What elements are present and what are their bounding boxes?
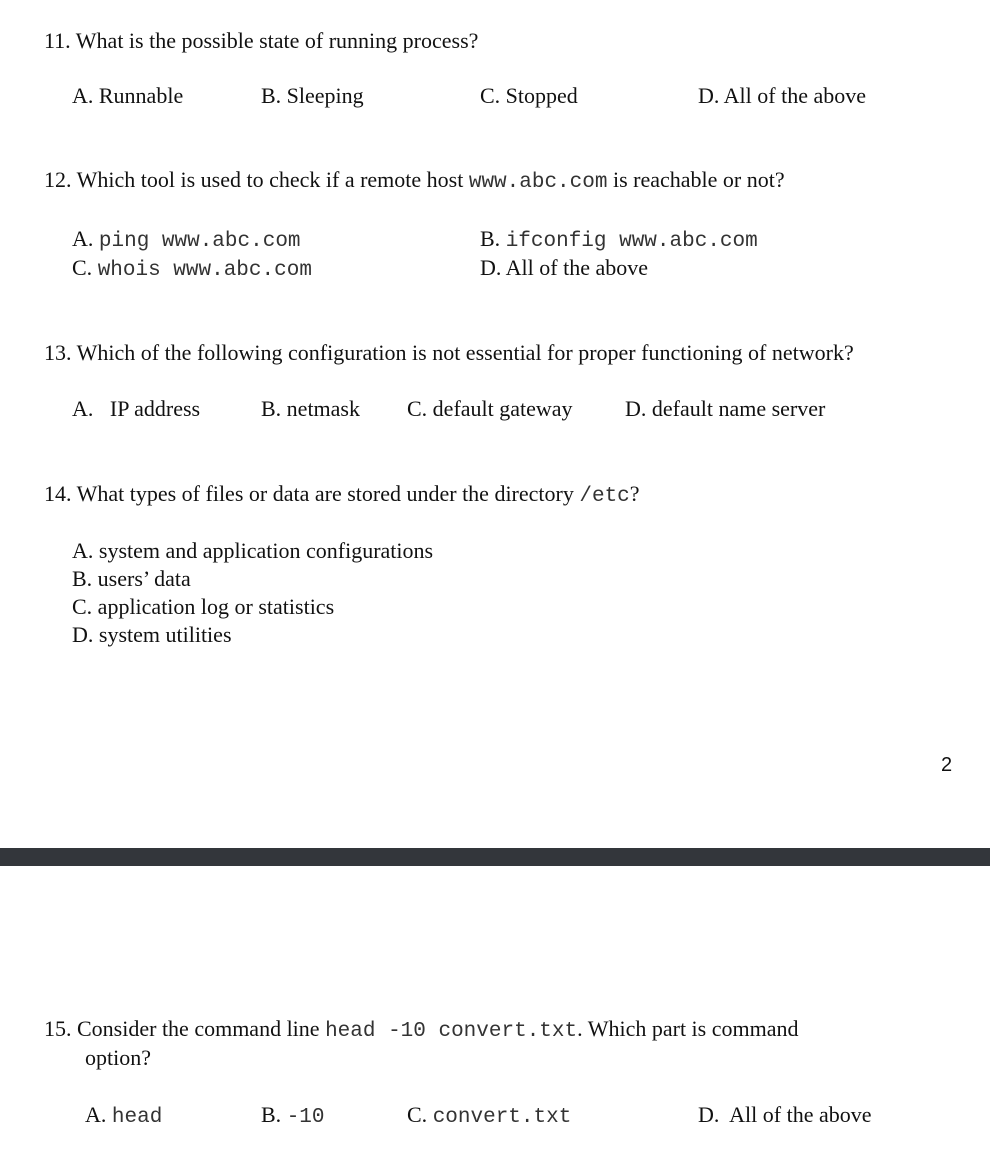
question-15-line2: option? bbox=[85, 1045, 151, 1070]
q12-option-d: D. All of the above bbox=[480, 255, 649, 280]
q15-option-b bbox=[261, 1104, 325, 1128]
q12-option-b-code: ifconfig www.abc.com bbox=[505, 230, 758, 253]
q13-option-a: A. IP address bbox=[72, 396, 201, 421]
q15-text-after: . Which part is command bbox=[577, 1016, 799, 1041]
q15-code-command: head -10 convert.txt bbox=[325, 1020, 578, 1043]
q11-option-a: A. Runnable bbox=[72, 83, 184, 108]
q15-option-b-label: B. bbox=[261, 1102, 287, 1127]
q12-text-after: is reachable or not? bbox=[607, 167, 785, 192]
q12-option-a bbox=[72, 228, 301, 252]
q15-option-a bbox=[85, 1104, 162, 1128]
q14-text-before: 14. What types of files or data are stored under the directory bbox=[44, 481, 580, 506]
q13-option-c: C. default gateway bbox=[407, 396, 573, 421]
question-15 bbox=[44, 1018, 798, 1042]
q12-code-host: www.abc.com bbox=[468, 171, 608, 194]
q11-option-d: D. All of the above bbox=[698, 83, 867, 108]
question-11: 11. What is the possible state of running process? bbox=[44, 28, 479, 53]
q15-option-c-label: C. bbox=[407, 1102, 433, 1127]
q14-option-c: C. application log or statistics bbox=[72, 594, 335, 619]
question-14 bbox=[44, 483, 640, 507]
page-divider bbox=[0, 848, 990, 866]
q15-option-a-code: head bbox=[111, 1106, 163, 1129]
q12-text-before: 12. Which tool is used to check if a remote host bbox=[44, 167, 469, 192]
q12-option-b bbox=[480, 228, 758, 252]
q12-option-c bbox=[72, 257, 312, 281]
q14-text-after: ? bbox=[629, 481, 640, 506]
q15-option-c-code: convert.txt bbox=[432, 1106, 572, 1129]
q15-option-b-code: -10 bbox=[286, 1106, 325, 1129]
q13-option-b: B. netmask bbox=[261, 396, 360, 421]
q14-option-d: D. system utilities bbox=[72, 622, 232, 647]
q15-option-d: D. All of the above bbox=[698, 1102, 872, 1127]
q12-option-a-code: ping www.abc.com bbox=[98, 230, 301, 253]
q12-option-a-label: A. bbox=[72, 226, 99, 251]
q12-option-c-label: C. bbox=[72, 255, 98, 280]
question-13: 13. Which of the following configuration is not essential for proper functioning of network? bbox=[44, 340, 854, 365]
q12-option-c-code: whois www.abc.com bbox=[97, 259, 312, 282]
question-12 bbox=[44, 169, 785, 193]
q14-option-a: A. system and application configurations bbox=[72, 538, 434, 563]
page-number: 2 bbox=[941, 754, 953, 776]
q15-text-before: 15. Consider the command line bbox=[44, 1016, 326, 1041]
q15-option-c bbox=[407, 1104, 571, 1128]
q11-option-c: C. Stopped bbox=[480, 83, 578, 108]
q12-option-b-label: B. bbox=[480, 226, 506, 251]
q14-code-dir: /etc bbox=[579, 485, 630, 508]
q14-option-b: B. users’ data bbox=[72, 566, 191, 591]
q13-option-d: D. default name server bbox=[625, 396, 826, 421]
q15-option-a-label: A. bbox=[85, 1102, 112, 1127]
q11-option-b: B. Sleeping bbox=[261, 83, 364, 108]
